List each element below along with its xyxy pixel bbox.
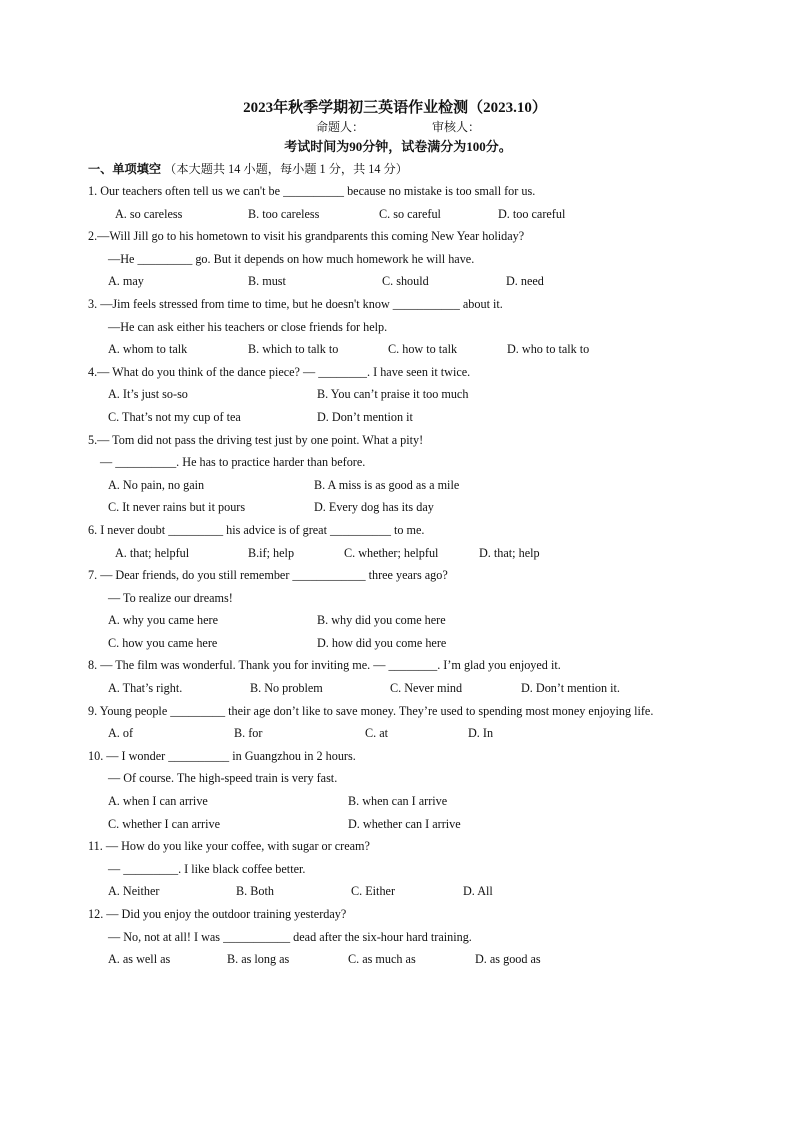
option-c: C. whether I can arrive	[108, 816, 221, 831]
option-c: C. how you came here	[108, 635, 218, 650]
option-a: A. No pain, no gain	[108, 477, 205, 492]
option-a: A. so careless	[115, 206, 183, 221]
exam-title: 2023年秋季学期初三英语作业检测（2023.10）	[243, 100, 547, 116]
question-3-stem: 3. —Jim feels stressed from time to time, but he doesn't know ___________ about it.	[88, 296, 503, 311]
option-a: A. why you came here	[108, 613, 218, 628]
section-heading	[88, 158, 708, 180]
question-7-options-row-2	[88, 632, 708, 655]
question-6-stem: 6. I never doubt _________ his advice is of great __________ to me.	[88, 522, 425, 537]
option-d: D. whether can I arrive	[348, 816, 461, 831]
option-a: A. when I can arrive	[108, 794, 208, 809]
option-d: D. who to talk to	[507, 342, 590, 357]
question-11-stem: 11. — How do you like your coffee, with sugar or cream?	[88, 839, 370, 854]
option-d: D. Every dog has its day	[314, 500, 434, 515]
option-a: A. may	[108, 274, 144, 289]
question-9-options	[88, 722, 708, 745]
option-d: D. Don’t mention it	[317, 409, 413, 424]
question-2-stem: 2.—Will Jill go to his hometown to visit his grandparents this coming New Year holiday?	[88, 229, 525, 244]
option-b: B. why did you come here	[317, 613, 446, 628]
question-8-options	[88, 677, 708, 700]
option-b: B. A miss is as good as a mile	[314, 477, 460, 492]
option-a: A. as well as	[108, 952, 171, 967]
option-a: A. It’s just so-so	[108, 387, 188, 402]
option-d: D. All	[463, 884, 493, 899]
option-a: A. of	[108, 726, 134, 741]
setter-label: 命题人：	[315, 120, 364, 134]
question-5-options-row-2	[88, 496, 708, 519]
question-5-reply: — __________. He has to practice harder than before.	[100, 455, 366, 470]
exam-credits	[88, 118, 708, 136]
question-4-options-row-1	[88, 383, 708, 406]
option-b: B. when can I arrive	[348, 794, 448, 809]
question-1-stem: 1. Our teachers often tell us we can't be __________ because no mistake is too small for us.	[88, 184, 536, 198]
question-5-stem: 5.— Tom did not pass the driving test just by one point. What a pity!	[88, 432, 424, 447]
question-6-options	[88, 542, 708, 565]
question-10-options-row-1	[88, 790, 708, 813]
option-c: C. It never rains but it pours	[108, 500, 246, 515]
option-d: D. how did you come here	[317, 635, 447, 650]
question-7-reply: — To realize our dreams!	[108, 590, 233, 605]
option-b: B. You can’t praise it too much	[317, 387, 469, 402]
option-b: B. which to talk to	[248, 342, 339, 357]
question-1-options	[88, 203, 708, 226]
option-b: B. No problem	[250, 681, 323, 696]
exam-page	[88, 98, 708, 971]
reviewer-label: 审核人：	[432, 120, 481, 134]
option-d: D. need	[506, 274, 544, 289]
question-10-stem: 10. — I wonder __________ in Guangzhou in 2 hours.	[88, 748, 356, 763]
option-a: A. That’s right.	[108, 681, 183, 696]
question-12-options	[88, 948, 708, 971]
option-c: C. at	[365, 726, 389, 741]
question-2-options	[88, 270, 708, 293]
option-a: A. that; helpful	[115, 545, 190, 560]
option-c: C. as much as	[348, 952, 416, 967]
question-10-reply: — Of course. The high-speed train is very fast.	[108, 771, 338, 786]
question-3-options	[88, 338, 708, 361]
option-d: D. Don’t mention it.	[521, 681, 620, 696]
question-10-options-row-2	[88, 813, 708, 836]
question-4-stem: 4.— What do you think of the dance piece? — ________. I have seen it twice.	[88, 364, 471, 379]
question-8-stem: 8. — The film was wonderful. Thank you for inviting me. — ________. I’m glad you enjoyed it.	[88, 658, 561, 673]
section-title: 一、单项填空	[88, 162, 162, 176]
section-note: （本大题共 14 小题，每小题 1 分，共 14 分）	[164, 162, 408, 176]
option-c: C. how to talk	[388, 342, 458, 357]
question-7-stem: 7. — Dear friends, do you still remember ____________ three years ago?	[88, 568, 448, 583]
question-9-stem: 9. Young people _________ their age don’t like to save money. They’re used to spending most money enjoying life.	[88, 703, 654, 718]
option-c: C. Never mind	[390, 681, 463, 696]
option-b: B. for	[234, 726, 263, 741]
question-11-options	[88, 880, 708, 903]
option-b: B. Both	[236, 884, 274, 899]
option-d: D. as good as	[475, 952, 541, 967]
option-b: B. as long as	[227, 952, 290, 967]
exam-info: 考试时间为90分钟，试卷满分为100分。	[284, 139, 512, 154]
option-d: D. In	[468, 726, 494, 741]
option-c: C. Either	[351, 884, 396, 899]
option-b: B. must	[248, 274, 286, 289]
option-b: B.if; help	[248, 545, 295, 560]
question-3-reply: —He can ask either his teachers or close friends for help.	[108, 319, 388, 334]
question-2-reply: —He _________ go. But it depends on how much homework he will have.	[108, 251, 475, 266]
option-d: D. too careful	[498, 206, 566, 221]
question-4-options-row-2	[88, 406, 708, 429]
question-7-options-row-1	[88, 609, 708, 632]
option-c: C. That’s not my cup of tea	[108, 409, 241, 424]
option-c: C. whether; helpful	[344, 545, 439, 560]
question-11-reply: — _________. I like black coffee better.	[108, 861, 306, 876]
option-c: C. should	[382, 274, 429, 289]
option-d: D. that; help	[479, 545, 540, 560]
question-12-stem: 12. — Did you enjoy the outdoor training yesterday?	[88, 907, 347, 921]
option-b: B. too careless	[248, 206, 320, 221]
option-a: A. Neither	[108, 884, 160, 899]
question-5-options-row-1	[88, 474, 708, 497]
option-a: A. whom to talk	[108, 342, 188, 357]
option-c: C. so careful	[379, 206, 441, 221]
question-12-reply: — No, not at all! I was ___________ dead after the six-hour hard training.	[108, 929, 472, 944]
